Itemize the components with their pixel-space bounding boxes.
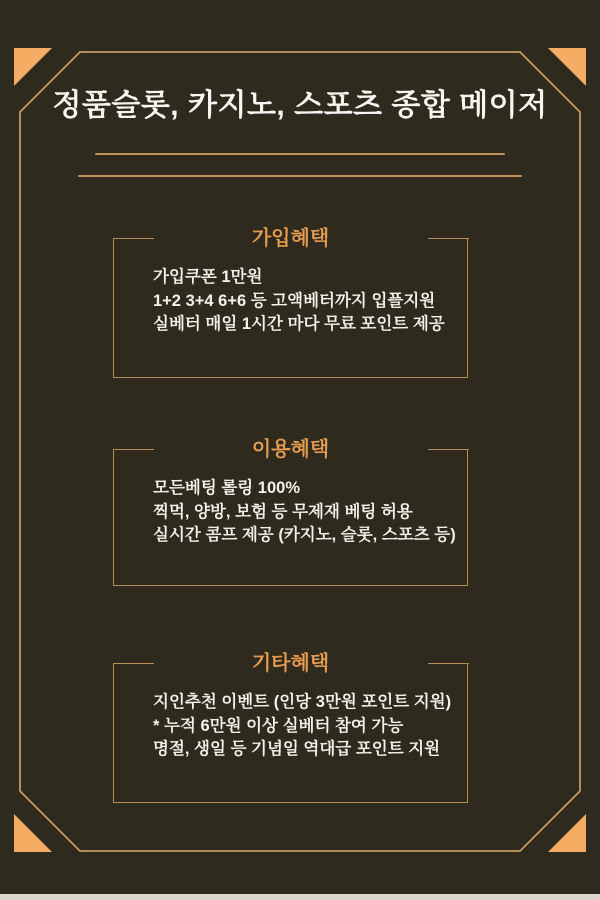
box-top-segment-left	[113, 449, 154, 451]
benefit-line: 1+2 3+4 6+6 등 고액베터까지 입플지원	[153, 291, 436, 310]
benefit-line: 명절, 생일 등 기념일 역대급 포인트 지원	[153, 740, 441, 758]
title-divider-top	[95, 153, 505, 155]
benefit-line: 모든베팅 롤링 100%	[153, 479, 301, 497]
box-top-segment-left	[113, 238, 154, 240]
box-top-segment-right	[428, 238, 469, 240]
benefit-line: 지인추천 이벤트 (인당 3만원 포인트 지원)	[153, 693, 452, 711]
corner-triangle-bottom-right-icon	[548, 814, 586, 852]
other-benefits-box	[113, 652, 468, 803]
box-top-segment-left	[113, 663, 154, 665]
title-divider-bottom	[78, 175, 522, 177]
usage-benefits-title: 이용혜택	[251, 438, 330, 461]
page-title: 정품슬롯, 카지노, 스포츠 종합 메이저	[52, 89, 548, 122]
benefit-line: 가입쿠폰 1만원	[153, 268, 263, 286]
other-benefits-text	[114, 663, 467, 762]
bottom-edge-strip	[0, 894, 600, 900]
usage-benefits-box	[113, 438, 468, 586]
box-top-segment-right	[428, 663, 469, 665]
benefit-line: * 누적 6만원 이상 실베터 참여 가능	[153, 716, 404, 735]
signup-benefits-box	[113, 227, 468, 378]
signup-benefits-text	[114, 238, 467, 337]
corner-triangle-bottom-left-icon	[14, 814, 52, 852]
benefit-line: 찍먹, 양방, 보험 등 무제재 베팅 허용	[153, 502, 413, 521]
box-top-segment-right	[428, 449, 469, 451]
benefit-line: 실베터 매일 1시간 마다 무료 포인트 제공	[153, 315, 445, 333]
usage-benefits-text	[114, 449, 467, 548]
other-benefits-title: 기타혜택	[251, 652, 330, 675]
signup-benefits-title: 가입혜택	[251, 227, 330, 250]
benefit-line: 실시간 콤프 제공 (카지노, 슬롯, 스포츠 등)	[153, 526, 456, 544]
